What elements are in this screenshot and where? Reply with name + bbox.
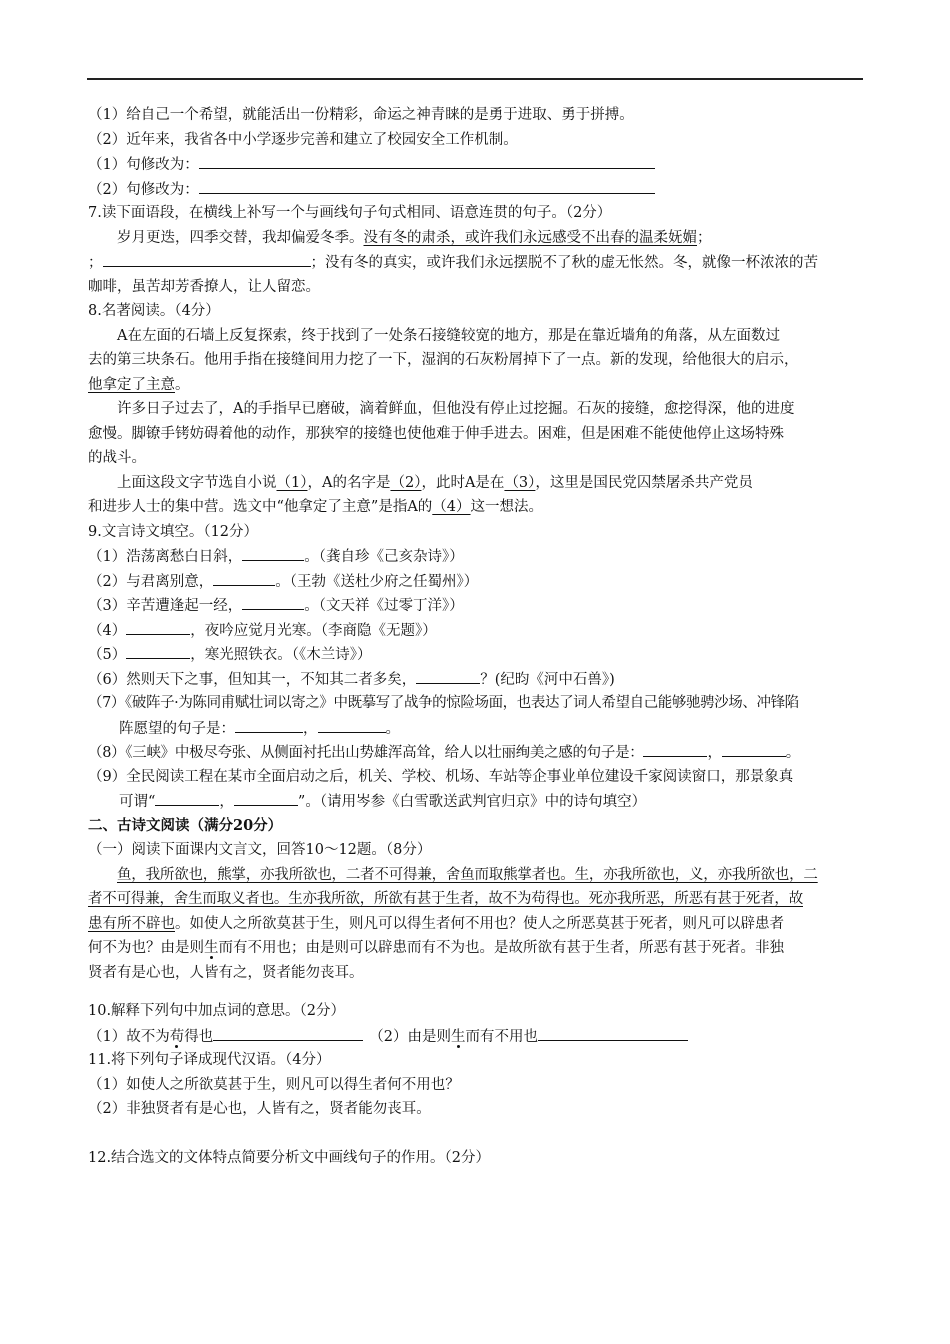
q6-answer-1-label: （1）句修改为： [88, 157, 199, 173]
q9-8-text: （8）《三峡》中极尽夸张、从侧面衬托出山势雄浑高耸，给人以壮丽绚美之感的句子是： [88, 745, 644, 761]
q10-2-dotted-word: 生 [450, 1028, 466, 1045]
q9-item-3 [88, 593, 863, 618]
q9-2-source: 。（王勃《送杜少府之任蜀州》） [275, 573, 479, 590]
q9-1-source: 。（龚自珍《己亥杂诗》） [304, 549, 464, 565]
q7-paragraph-line-1 [88, 226, 863, 251]
q10-1-dotted-word: 苟 [169, 1028, 185, 1045]
q9-8-comma: ， [707, 745, 722, 761]
q8-q2-text-b: 这一想法。 [470, 499, 544, 515]
q9-6-source: ？(纪昀《河中石兽》) [480, 671, 615, 688]
q9-8-blank-2[interactable] [722, 740, 786, 757]
classical-4-a: 何不为也？由是则 [88, 940, 204, 956]
q8-punct: 。 [175, 376, 190, 393]
q6-answer-2-blank[interactable] [199, 177, 655, 194]
q9-2-text: （2）与君离别意， [88, 573, 214, 590]
q8-passage-line-4: 许多日子过去了，A的手指早已磨破，滴着鲜血，但他没有停止过挖掘。石灰的接缝，愈挖得深，他的进度 [117, 401, 795, 417]
q8-title: 8.名著阅读。（4分） [88, 303, 220, 319]
q8-question-line-1 [88, 471, 863, 496]
q8-blank-2[interactable]: （2） [390, 474, 422, 491]
q9-1-blank[interactable] [242, 544, 304, 561]
q9-5-num: （5） [88, 647, 127, 663]
q7-underlined-sentence: 没有冬的肃杀，或许我们永远感受不出春的温柔妩媚 [363, 229, 697, 246]
q8-q-text-d: ，这里是国民党囚禁屠杀共产党员 [535, 474, 753, 491]
q10-1-text-b: 得也 [184, 1028, 214, 1045]
q9-6-text: （6）然则天下之事，但知其一，不知其二者多矣， [88, 671, 417, 688]
q8-passage-line-2: 去的第三块条石。他用手指在接缝间用力挖了一下，湿润的石灰粉屑掉下了一点。新的发现，给他很大的启示， [88, 352, 799, 368]
q8-passage-line-1: A在左面的石墙上反复探索，终于找到了一处条石接缝较宽的地方，那是在靠近墙角的角落，从左面数过 [117, 327, 780, 344]
q9-9-open: 可谓“ [119, 794, 156, 810]
q9-item-7-line-1: （7）《破阵子·为陈同甫赋壮词以寄之》中既摹写了战争的惊险场面，也表达了词人希望自己能够驰骋沙场、冲锋陷 [88, 695, 799, 711]
q8-passage-line-6: 的战斗。 [88, 450, 146, 466]
q9-item-9-line-2 [88, 789, 863, 814]
q6-answer-1-blank[interactable] [199, 152, 655, 169]
q9-3-source: 。（文天祥《过零丁洋》） [304, 598, 464, 614]
q7-answer-blank[interactable] [103, 250, 311, 267]
classical-text-line-5: 贤者有是心也，人皆有之，贤者能勿丧耳。 [88, 964, 364, 981]
q9-8-period: 。 [785, 745, 800, 761]
q9-9-source: ”。（请用岑参《白雪歌送武判官归京》中的诗句填空） [297, 794, 647, 810]
q9-item-1 [88, 544, 863, 569]
q9-7-text: 阵愿望的句子是： [119, 720, 235, 737]
q6-sentence-2: （2）近年来，我省各中小学逐步完善和建立了校园安全工作机制。 [88, 131, 518, 148]
spacer [88, 985, 863, 999]
q8-underlined-phrase: 他拿定了主意 [88, 376, 175, 393]
q9-item-6 [88, 667, 863, 692]
q6-answer-1 [88, 152, 863, 177]
q9-2-blank[interactable] [213, 569, 275, 586]
q8-blank-4[interactable]: （4） [432, 499, 471, 515]
q9-7-comma: ， [303, 720, 318, 737]
q9-6-blank[interactable] [416, 667, 480, 684]
q12-title: 12.结合选文的文体特点简要分析文中画线句子的作用。（2分） [88, 1149, 491, 1166]
section-2-title: 二、古诗文阅读（满分20分） [88, 816, 283, 834]
q10-1-blank[interactable] [213, 1024, 363, 1041]
q7-title: 7.读下面语段，在横线上补写一个与画线句子句式相同、语意连贯的句子。（2分） [88, 205, 612, 221]
q6-answer-2 [88, 177, 863, 202]
classical-4-b: 而有不用也；由是则可以辟患而有不为也。是故所欲有甚于生者，所恶有甚于死者。非独 [218, 940, 784, 956]
q9-9-blank-2[interactable] [234, 789, 298, 806]
q8-blank-1[interactable]: （1） [276, 474, 308, 491]
classical-text-line-4 [88, 936, 863, 961]
q9-3-text: （3）辛苦遭逢起一经， [88, 598, 243, 614]
q10-title: 10.解释下列句中加点词的意思。（2分） [88, 1003, 346, 1019]
exam-page [88, 103, 863, 1170]
q9-1-text: （1）浩荡离愁白日斜， [88, 549, 243, 565]
q8-q-text-a: 上面这段文字节选自小说 [117, 474, 277, 491]
q9-9-blank-1[interactable] [155, 789, 219, 806]
q8-passage-line-5: 愈慢。脚镣手铐妨碍着他的动作，那狭窄的接缝也使他难于伸手进去。困难，但是困难不能使他停止这场特殊 [88, 425, 784, 442]
q9-3-blank[interactable] [242, 593, 304, 610]
classical-text-3-rest: 。如使人之所欲莫甚于生，则凡可以得生者何不用也？使人之所恶莫甚于死者，则凡可以辟患者 [175, 915, 784, 932]
q9-item-5 [88, 642, 863, 667]
classical-dotted-word: 生 [204, 940, 219, 956]
q9-7-blank-1[interactable] [235, 716, 303, 733]
q7-punct: ； [697, 229, 712, 246]
q11-item-2: （2）非独贤者有是心也，人皆有之，贤者能勿丧耳。 [88, 1101, 431, 1117]
q10-1-text-a: （1）故不为 [88, 1028, 170, 1045]
q9-4-text: ，夜吟应觉月光寒。（李商隐《无题》） [190, 622, 437, 639]
q7-text: 岁月更迭，四季交替，我却偏爱冬季。 [117, 229, 364, 246]
q9-4-num: （4） [88, 622, 127, 639]
q9-5-text: ，寒光照铁衣。（《木兰诗》） [190, 647, 372, 663]
q9-item-7-line-2 [88, 716, 863, 741]
q8-q-text-c: ，此时A是在 [421, 474, 505, 491]
classical-text-line-3 [88, 912, 863, 937]
q10-2-text-a: （2）由是则 [369, 1028, 451, 1045]
header-rule [87, 78, 863, 80]
classical-text-line-2: 者不可得兼，舍生而取义者也。生亦我所欲，所欲有甚于生者，故不为苟得也。死亦我所恶，所恶有甚于死者，故 [88, 891, 803, 907]
q6-sentence-1: （1）给自己一个希望，就能活出一份精彩，命运之神青睐的是勇于进取、勇于拼搏。 [88, 107, 634, 123]
q7-paragraph-line-2 [88, 250, 863, 275]
q8-question-line-2 [88, 495, 863, 520]
q10-items [88, 1024, 863, 1049]
q9-5-blank[interactable] [126, 642, 190, 659]
q7-text-2: ；没有冬的真实，或许我们永远摆脱不了秋的虚无怅然。冬，就像一杯浓浓的苦 [310, 255, 818, 271]
q9-7-blank-2[interactable] [318, 716, 386, 733]
q9-item-8 [88, 740, 863, 765]
q9-8-blank-1[interactable] [643, 740, 707, 757]
q11-item-1: （1）如使人之所欲莫甚于生，则凡可以得生者何不用也？ [88, 1076, 460, 1093]
q8-q2-text-a: 和进步人士的集中营。选文中“他拿定了主意”是指A的 [88, 499, 433, 515]
q9-4-blank[interactable] [126, 618, 190, 635]
q10-2-text-b: 而有不用也 [465, 1028, 538, 1045]
q6-answer-2-label: （2）句修改为： [88, 181, 199, 198]
q9-9-comma: ， [219, 794, 234, 810]
q7-paragraph-line-3: 咖啡，虽苦却芳香撩人，让人留恋。 [88, 278, 320, 295]
q7-lead-punct: ； [88, 255, 103, 271]
q11-title: 11.将下列句子译成现代汉语。（4分） [88, 1052, 331, 1068]
q8-blank-3[interactable]: （3） [504, 474, 536, 491]
q8-q-text-b: ，A的名字是 [307, 474, 391, 491]
spacer-2 [88, 1122, 863, 1146]
q9-7-period: 。 [385, 720, 400, 737]
section-2-instruction: （一）阅读下面课内文言文，回答10～12题。（8分） [88, 842, 432, 858]
q9-title: 9.文言诗文填空。（12分） [88, 523, 259, 540]
q10-2-blank[interactable] [538, 1024, 688, 1041]
q9-item-2 [88, 569, 863, 594]
q9-item-9-line-1: （9）全民阅读工程在某市全面启动之后，机关、学校、机场、车站等企事业单位建设千家阅读窗口，那景象真 [88, 768, 794, 785]
classical-text-line-1: 鱼，我所欲也，熊掌，亦我所欲也，二者不可得兼，舍鱼而取熊掌者也。生，亦我所欲也，义，亦我所欲也，二 [117, 866, 818, 883]
classical-underlined-end: 患有所不辟也 [88, 915, 175, 932]
q9-item-4 [88, 618, 863, 643]
q8-passage-line-3 [88, 373, 863, 398]
